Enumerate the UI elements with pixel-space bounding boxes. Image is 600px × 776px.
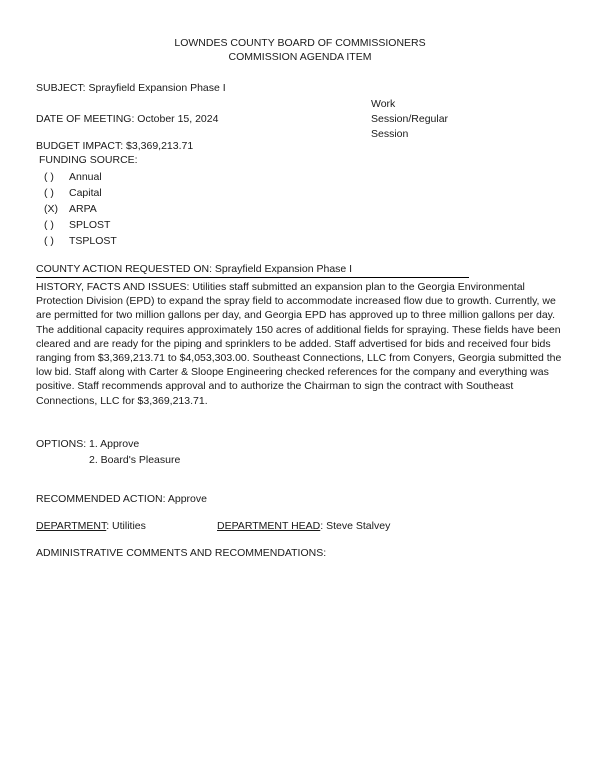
funding-option-label: TSPLOST [69, 235, 117, 247]
document-subtitle: COMMISSION AGENDA ITEM [228, 51, 372, 63]
department-head-value: : Steve Stalvey [320, 520, 391, 532]
department [36, 520, 146, 533]
funding-option-capital [44, 187, 102, 200]
options-label: OPTIONS: [36, 438, 87, 450]
funding-checkbox-mark: ( ) [44, 187, 54, 199]
department-label: DEPARTMENT [36, 520, 107, 532]
option-item: 2. Board's Pleasure [89, 454, 181, 466]
administrative-comments: ADMINISTRATIVE COMMENTS AND RECOMMENDATIONS: [36, 547, 327, 559]
funding-option-label: Capital [69, 187, 102, 199]
funding-checkbox-mark: ( ) [44, 171, 54, 183]
funding-source-label: FUNDING SOURCE: [39, 154, 138, 166]
funding-option-tsplost [44, 235, 117, 248]
department-value: : Utilities [106, 520, 146, 532]
history-facts-issues: HISTORY, FACTS AND ISSUES: Utilities staff submitted an expansion plan to the Georgia Environmental Protection Division (EPD) to expand the spray field to accommodate increased flow due to growth. Currently, we are permitted for two million gallons per day, and Georgia EPD has approved up to three million gallons per day. The additional capacity requires approximately 150 acres of additional fields for spraying. These fields have been cleared and are ready for the piping and sprinklers to be added. Staff advertised for bids and received four bids ranging from $3,369,213.71 to $4,053,303.00. Southeast Connections, LLC from Conyers, Georgia submitted the low bid. Staff along with Carter & Sloope Engineering checked references for the company and everything was positive. Staff recommends approval and to authorize the Chairman to sign the contract with Southeast Connections, LLC for $3,369,213.71. [36, 281, 562, 407]
funding-option-label: SPLOST [69, 219, 111, 231]
funding-checkbox-mark: (X) [44, 203, 58, 215]
option-item: 1. Approve [89, 438, 140, 450]
date-of-meeting: DATE OF MEETING: October 15, 2024 [36, 113, 219, 125]
meeting-type: Work Session/Regular Session [371, 98, 449, 140]
funding-option-splost [44, 219, 110, 232]
funding-checkbox-mark: ( ) [44, 235, 54, 247]
funding-option-label: Annual [69, 171, 102, 183]
funding-option-label: ARPA [69, 203, 97, 215]
recommended-action: RECOMMENDED ACTION: Approve [36, 493, 207, 505]
subject-line: SUBJECT: Sprayfield Expansion Phase I [36, 82, 226, 94]
department-head-label: DEPARTMENT HEAD [217, 520, 321, 532]
funding-option-arpa [44, 203, 97, 216]
funding-option-annual [44, 171, 102, 184]
budget-impact: BUDGET IMPACT: $3,369,213.71 [36, 140, 194, 152]
county-action-requested: COUNTY ACTION REQUESTED ON: Sprayfield Expansion Phase I [36, 263, 469, 278]
document-title: LOWNDES COUNTY BOARD OF COMMISSIONERS [174, 37, 426, 49]
department-head [217, 520, 390, 533]
funding-checkbox-mark: ( ) [44, 219, 54, 231]
